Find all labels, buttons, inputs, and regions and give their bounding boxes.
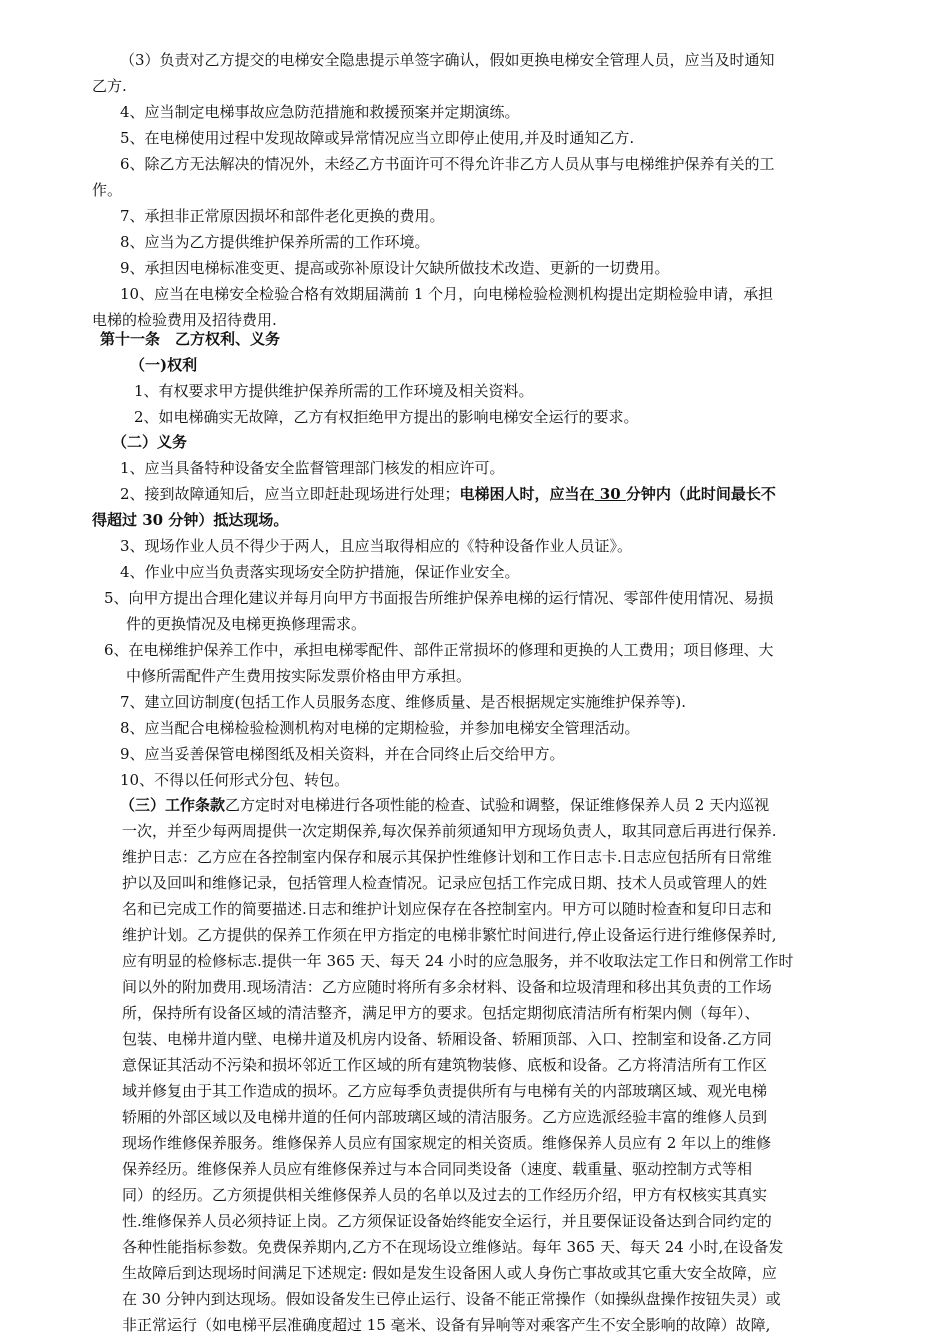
work-terms-line-9: 所，保持所有设备区域的清洁整齐，满足甲方的要求。包括定期彻底清洁所有桁架内侧（每年）、 (122, 1004, 760, 1022)
work-terms-line-21: 非正常运行（如电梯平层准确度超过 15 毫米、设备有异响等对乘客产生不安全影响的故障）故障, (122, 1316, 771, 1334)
work-terms-line-16: 同）的经历。乙方须提供相关维修保养人员的名单以及过去的工作经历介绍，甲方有权核实其真实 (122, 1186, 768, 1204)
work-terms-line-18: 各种性能指标参数。免费保养期内,乙方不在现场设立维修站。每年 365 天、每天 24 小时,在设备发 (122, 1238, 784, 1256)
clause-3-line-1: （3）负责对乙方提交的电梯安全隐患提示单签字确认，假如更换电梯安全管理人员，应当及时通知 (120, 51, 775, 69)
work-terms-line-3: 维护日志：乙方应在各控制室内保存和展示其保护性维修计划和工作日志卡.日志应包括所有日常维 (122, 848, 772, 866)
work-terms-line-13: 轿厢的外部区域以及电梯井道的任何内部玻璃区域的清洁服务。乙方应选派经验丰富的维修人员到 (122, 1108, 768, 1126)
duties-item-2-line-2: 得超过 30 分钟）抵达现场。 (92, 511, 289, 529)
work-terms-heading: （三）工作条款 (120, 796, 226, 814)
work-terms-line-5: 名和已完成工作的简要描述.日志和维护计划应保存在各控制室内。甲方可以随时检查和复印日志和 (122, 900, 772, 918)
work-terms-line-7: 应有明显的检修标志.提供一年 365 天、每天 24 小时的应急服务，并不收取法定工作日和例常工作时 (122, 952, 794, 970)
work-terms-line-12: 域并修复由于其工作造成的损坏。乙方应每季负责提供所有与电梯有关的内部玻璃区域、观光电梯 (122, 1082, 768, 1100)
rights-item-2: 2、如电梯确实无故障，乙方有权拒绝甲方提出的影响电梯安全运行的要求。 (134, 408, 639, 426)
duties-item-9: 9、应当妥善保管电梯图纸及相关资料，并在合同终止后交给甲方。 (120, 745, 565, 763)
duties-item-7: 7、建立回访制度(包括工作人员服务态度、维修质量、是否根据规定实施维护保养等). (120, 693, 687, 711)
clause-7: 7、承担非正常原因损坏和部件老化更换的费用。 (120, 207, 445, 225)
clause-10-line-2: 电梯的检验费用及招待费用. (92, 311, 277, 329)
duties-item-8: 8、应当配合电梯检验检测机构对电梯的定期检验，并参加电梯安全管理活动。 (120, 719, 640, 737)
clause-10-line-1: 10、应当在电梯安全检验合格有效期届满前 1 个月，向电梯检验检测机构提出定期检验申请，承担 (120, 285, 774, 303)
clause-4: 4、应当制定电梯事故应急防范措施和救援预案并定期演练。 (120, 103, 520, 121)
clause-9: 9、承担因电梯标准变更、提高或弥补原设计欠缺所做技术改造、更新的一切费用。 (120, 259, 670, 277)
duties-item-10: 10、不得以任何形式分包、转包。 (120, 771, 350, 789)
work-terms-line-10: 包装、电梯井道内壁、电梯井道及机房内设备、轿厢设备、轿厢顶部、入口、控制室和设备.乙方同 (122, 1030, 772, 1048)
duties-item-4: 4、作业中应当负责落实现场安全防护措施，保证作业安全。 (120, 563, 520, 581)
duties-item-2-text: 2、接到故障通知后，应当立即赶赴现场进行处理； (120, 485, 460, 503)
response-minutes: 30 (594, 485, 626, 503)
work-terms-line-15: 保养经历。维修保养人员应有维修保养过与本合同同类设备（速度、载重量、驱动控制方式等相 (122, 1160, 753, 1178)
work-terms-line-2: 一次，并至少每两周提供一次定期保养,每次保养前须通知甲方现场负责人，取其同意后再进行保养. (122, 822, 777, 840)
work-terms-line-17: 性.维修保养人员必须持证上岗。乙方须保证设备始终能安全运行，并且要保证设备达到合同约定的 (122, 1212, 772, 1230)
work-terms-line-11: 意保证其活动不污染和损坏邻近工作区域的所有建筑物装修、底板和设备。乙方将清洁所有工作区 (122, 1056, 768, 1074)
work-terms-line-19: 生故障后到达现场时间满足下述规定: 假如是发生设备困人或人身伤亡事故或其它重大安全故障，应 (122, 1264, 777, 1282)
work-terms-line-14: 现场作维修保养服务。维修保养人员应有国家规定的相关资质。维修保养人员应有 2 年以上的维修 (122, 1134, 772, 1152)
clause-8: 8、应当为乙方提供维护保养所需的工作环境。 (120, 233, 430, 251)
work-terms-line-4: 护以及回叫和维修记录，包括管理人检查情况。记录应包括工作完成日期、技术人员或管理人的姓 (122, 874, 768, 892)
duties-item-2-line-1 (120, 481, 776, 507)
duties-item-5-line-2: 件的更换情况及电梯更换修理需求。 (126, 615, 367, 633)
duties-item-3: 3、现场作业人员不得少于两人，且应当取得相应的《特种设备作业人员证》。 (120, 537, 633, 555)
rights-item-1: 1、有权要求甲方提供维护保养所需的工作环境及相关资料。 (134, 382, 534, 400)
work-terms-line-8: 间以外的附加费用.现场清洁：乙方应随时将所有多余材料、设备和垃圾清理和移出其负责的工作场 (122, 978, 772, 996)
work-terms-text: 乙方定时对电梯进行各项性能的检查、试验和调整，保证维修保养人员 2 天内巡视 (225, 796, 770, 814)
duties-item-1: 1、应当具备特种设备安全监督管理部门核发的相应许可。 (120, 459, 505, 477)
clause-5: 5、在电梯使用过程中发现故障或异常情况应当立即停止使用,并及时通知乙方. (120, 129, 635, 147)
work-terms-line-20: 在 30 分钟内到达现场。假如设备发生已停止运行、设备不能正常操作（如操纵盘操作按钮失灵）或 (122, 1290, 781, 1308)
duties-heading: （二）义务 (112, 433, 188, 451)
duties-item-5-line-1: 5、向甲方提出合理化建议并每月向甲方书面报告所维护保养电梯的运行情况、零部件使用情况、易损 (104, 589, 774, 607)
duties-item-6-line-1: 6、在电梯维护保养工作中，承担电梯零配件、部件正常损坏的修理和更换的人工费用；项目修理、大 (104, 641, 774, 659)
duties-item-2-bold-tail: 分钟内（此时间最长不 (625, 485, 776, 503)
clause-3-line-2: 乙方. (92, 77, 127, 95)
clause-6-line-2: 作。 (92, 181, 123, 199)
work-terms-line-6: 维护计划。乙方提供的保养工作须在甲方指定的电梯非繁忙时间进行,停止设备运行进行维修保养时, (122, 926, 777, 944)
rights-heading: （一)权利 (130, 356, 198, 374)
duties-item-2-bold: 电梯困人时，应当在 (459, 485, 595, 503)
duties-item-6-line-2: 中修所需配件产生费用按实际发票价格由甲方承担。 (126, 667, 472, 685)
article-11-heading: 第十一条 乙方权利、义务 (100, 330, 281, 348)
work-terms-line-1 (120, 792, 769, 818)
clause-6-line-1: 6、除乙方无法解决的情况外，未经乙方书面许可不得允许非乙方人员从事与电梯维护保养有关的工 (120, 155, 775, 173)
